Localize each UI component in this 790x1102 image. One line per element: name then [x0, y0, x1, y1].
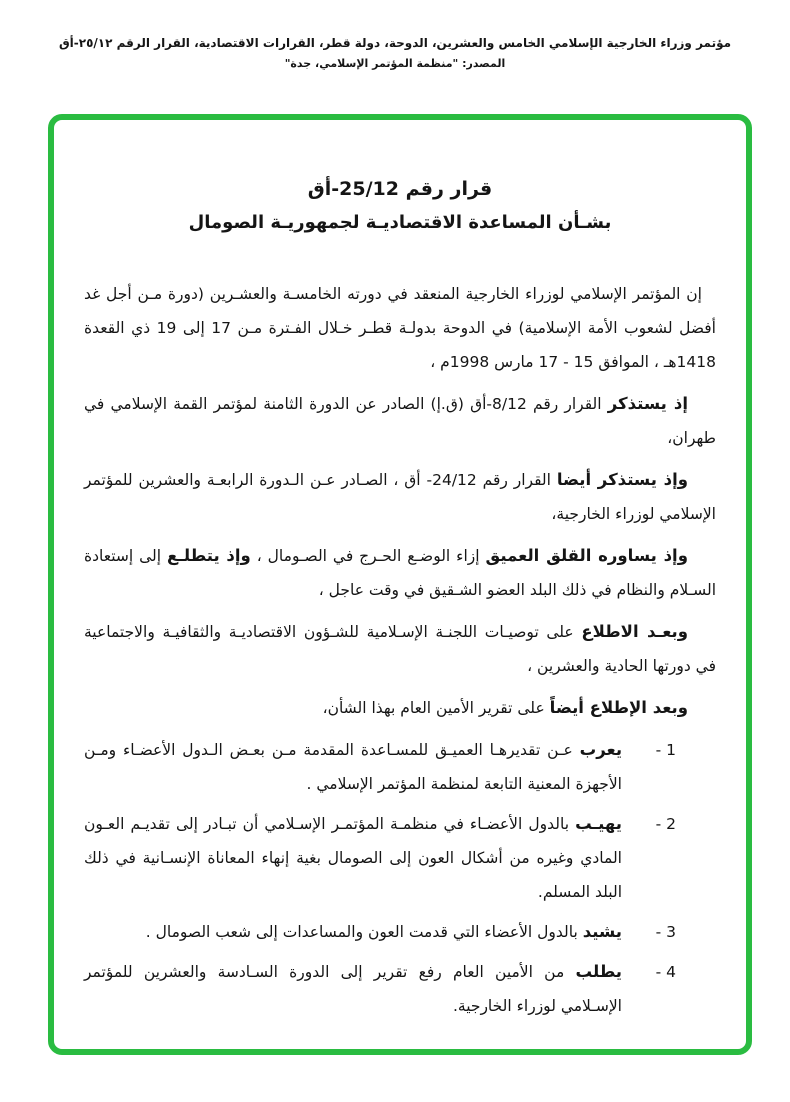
clause-text-2: إلى إستعادة السـلام والنظام في ذلك البلد العضو الشـقيق في وقت عاجل ،: [84, 547, 716, 599]
list-item: [84, 915, 676, 949]
recalling-also-clause: [84, 463, 716, 531]
item-lead: يشيد: [582, 922, 622, 941]
clause-lead: إذ يستذكر: [607, 394, 688, 413]
list-item-number: [634, 733, 676, 801]
item-number: 3: [666, 923, 676, 941]
paragraph-text: إن المؤتمر الإسلامي لوزراء الخارجية المنعقد في دورته الخامسـة والعشـرين (دورة مـن أجل غد أفضل لشعوب الأمة الإسلامية) في الدوحة بدولـة قطـر خـلال الفـترة مـن 17 إلى 19 ذي القعدة 1418هـ ، الموافق 15 - 17 مارس 1998م ،: [84, 285, 716, 371]
source-header-line2: المصدر: "منظمة المؤتمر الإسلامي، جدة": [284, 57, 506, 70]
item-lead: يهيـب: [575, 814, 622, 833]
resolution-subject-title: بشـأن المساعدة الاقتصاديـة لجمهوريـة الصومال: [188, 212, 612, 233]
clause-lead: وبعـد الاطلاع: [581, 622, 688, 641]
item-number: 1: [666, 741, 676, 759]
preamble-paragraph: [84, 277, 716, 379]
list-item: [84, 733, 676, 801]
list-item-text: [84, 955, 634, 1023]
recalling-clause: [84, 387, 716, 455]
list-item-text: [84, 733, 634, 801]
item-dash: -: [655, 741, 662, 759]
item-lead: يعرب: [579, 740, 623, 759]
clause-lead: وبعد الإطلاع أيضاً: [549, 698, 688, 717]
resolution-body: [84, 277, 716, 1023]
clause-text: على توصيـات اللجنـة الإسـلامية للشـؤون الاقتصاديـة والثقافيـة والاجتماعية في دورتها الحادية والعشرين ،: [84, 623, 716, 675]
clause-text: القرار رقم 24/12- أق ، الصـادر عـن الـدورة الرابعـة والعشرين للمؤتمر الإسلامي لوزراء الخارجية،: [84, 471, 716, 523]
having-reviewed-clause: [84, 615, 716, 683]
having-reviewed-also-clause: [84, 691, 716, 725]
clause-lead: وإذ يستذكر أيضا: [556, 470, 688, 489]
list-item-number: [634, 807, 676, 909]
source-header: [0, 36, 790, 70]
item-text: عـن تقديرهـا العميـق للمسـاعدة المقدمة مـن بعـض الـدول الأعضـاء ومـن الأجهزة المعنية التابعة لمنظمة المؤتمر الإسلامي .: [84, 741, 622, 793]
list-item-number: [634, 955, 676, 1023]
list-item: [84, 807, 676, 909]
list-item-number: [634, 915, 676, 949]
green-document-frame: [48, 114, 752, 1055]
item-dash: -: [655, 963, 662, 981]
item-number: 4: [666, 963, 676, 981]
clause-lead-2: وإذ يتطلـع: [167, 546, 251, 565]
item-text: بالدول الأعضـاء في منظمـة المؤتمـر الإسـلامي أن تبـادر إلى تقديـم العـون المادي وغيره من أشكال العون إلى الصومال بغية إنهاء المعاناة الإنسـانية في ذلك البلد المسلم.: [84, 815, 622, 901]
list-item-text: [84, 807, 634, 909]
list-item-text: [84, 915, 634, 949]
clause-text: على تقرير الأمين العام بهذا الشأن،: [322, 699, 545, 717]
item-text: بالدول الأعضاء التي قدمت العون والمساعدات إلى شعب الصومال .: [145, 923, 578, 941]
clause-lead: وإذ يساوره القلق العميق: [485, 546, 688, 565]
clause-text: إزاء الوضـع الحـرج في الصـومال ،: [256, 547, 480, 565]
item-text: من الأمين العام رفع تقرير إلى الدورة السـادسة والعشرين للمؤتمر الإسـلامي لوزراء الخارجية.: [84, 963, 622, 1015]
operative-items-list: [84, 733, 716, 1023]
item-lead: يطلب: [575, 962, 622, 981]
document-content: [54, 120, 746, 1023]
list-item: [84, 955, 676, 1023]
deep-concern-clause: [84, 539, 716, 607]
resolution-number-title: قرار رقم 25/12-أق: [307, 178, 493, 200]
item-dash: -: [655, 815, 662, 833]
clause-text: القرار رقم 8/12-أق (ق.إ) الصادر عن الدورة الثامنة لمؤتمر القمة الإسلامي في طهران،: [84, 395, 716, 447]
item-dash: -: [655, 923, 662, 941]
source-header-line1: مؤتمر وزراء الخارجية الإسلامي الخامس والعشرين، الدوحة، دولة قطر، القرارات الاقتصادية، القرار الرقم ٢٥/١٢-أق: [58, 36, 732, 50]
item-number: 2: [666, 815, 676, 833]
document-title: [84, 178, 716, 233]
